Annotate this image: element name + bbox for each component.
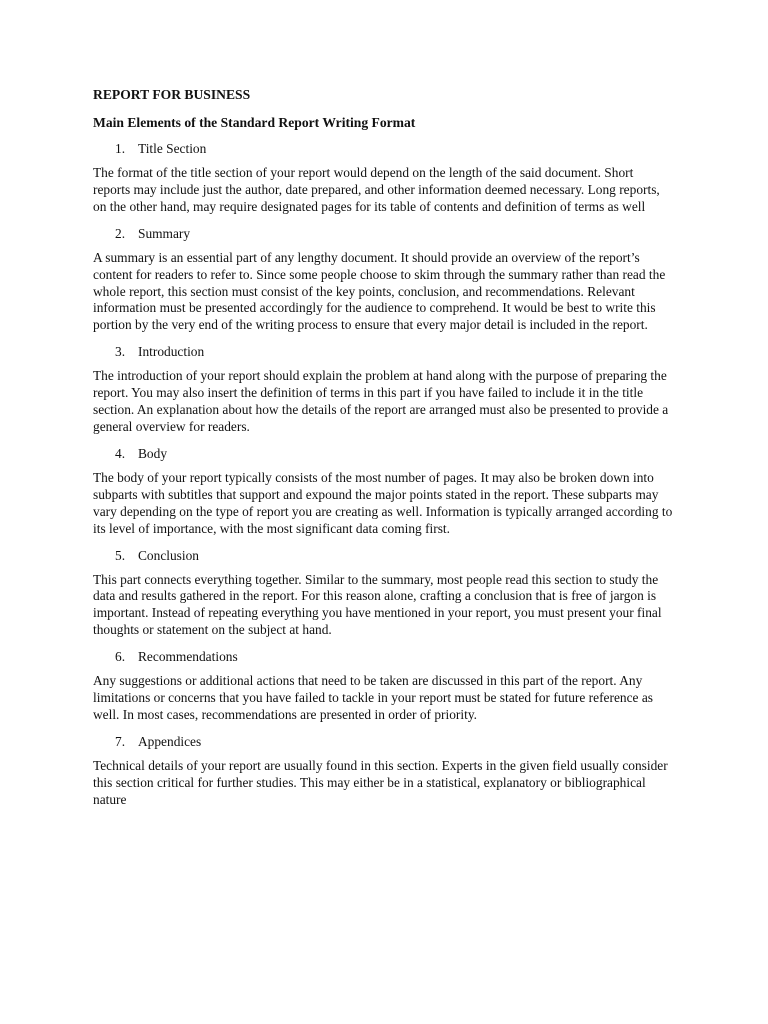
section-heading bbox=[93, 733, 673, 750]
section-heading-text: Introduction bbox=[138, 344, 205, 360]
section-introduction bbox=[93, 343, 673, 436]
section-heading-text: Appendices bbox=[138, 733, 202, 749]
section-number: 7. bbox=[115, 733, 126, 749]
section-number: 6. bbox=[115, 649, 126, 665]
section-heading bbox=[93, 343, 673, 360]
section-number: 3. bbox=[115, 344, 126, 360]
section-heading-text: Recommendations bbox=[138, 649, 238, 665]
section-body: Technical details of your report are usually found in this section. Experts in the given field usually consider this section critical for further studies. This may either be in a statistical, explanatory or bibliographical nature bbox=[93, 757, 668, 807]
section-recommendations bbox=[93, 648, 673, 724]
document-page bbox=[93, 86, 673, 818]
section-heading-text: Title Section bbox=[138, 141, 207, 156]
section-body: A summary is an essential part of any lengthy document. It should provide an overview of the report’s content for readers to refer to. Since some people choose to skim through the summary rather than read the whole report, this section must consist of the key points, conclusion, and recommendations. Relevant information must be presented accordingly for the audience to comprehend. It would be best to write this portion by the very end of the writing process to ensure that every major detail is included in the report. bbox=[93, 249, 666, 333]
section-body: This part connects everything together. Similar to the summary, most people read this section to study the data and results gathered in the report. For this reason alone, crafting a conclusion that is free of jargon is important. Instead of repeating everything you have mentioned in your report, you must present your final thoughts or statement on the subject at hand. bbox=[93, 571, 662, 638]
section-heading bbox=[93, 140, 673, 157]
section-number: 2. bbox=[115, 225, 126, 241]
document-title: REPORT FOR BUSINESS bbox=[93, 87, 251, 102]
section-heading bbox=[93, 648, 673, 665]
section-heading bbox=[93, 225, 673, 242]
section-summary bbox=[93, 225, 673, 335]
section-conclusion bbox=[93, 547, 673, 640]
section-body-section bbox=[93, 445, 673, 538]
section-number: 5. bbox=[115, 547, 126, 563]
section-heading-text: Body bbox=[138, 445, 168, 461]
section-appendices bbox=[93, 733, 673, 809]
section-title-section bbox=[93, 140, 673, 216]
section-number: 4. bbox=[115, 445, 126, 461]
section-number: 1. bbox=[115, 141, 126, 156]
section-heading bbox=[93, 445, 673, 462]
section-body: The introduction of your report should explain the problem at hand along with the purpose of preparing the report. You may also insert the definition of terms in this part if you have failed to include it in the title section. An explanation about how the details of the report are arranged must also be presented to provide a general overview for readers. bbox=[93, 368, 669, 434]
section-body: Any suggestions or additional actions that need to be taken are discussed in this part of the report. Any limitations or concerns that you have failed to tackle in your report must be stated for future reference as well. In most cases, recommendations are presented in order of priority. bbox=[93, 673, 653, 722]
document-subtitle: Main Elements of the Standard Report Writing Format bbox=[93, 115, 416, 130]
section-heading-text: Summary bbox=[138, 225, 191, 241]
section-heading bbox=[93, 547, 673, 564]
section-body: The format of the title section of your report would depend on the length of the said document. Short reports may include just the author, date prepared, and other information deemed necessary. Long reports, on the other hand, may require designated pages for its table of contents and definition of terms as well bbox=[93, 165, 660, 214]
section-heading-text: Conclusion bbox=[138, 547, 200, 563]
section-body: The body of your report typically consists of the most number of pages. It may also be broken down into subparts with subtitles that support and expound the major points stated in the report. These subparts may vary depending on the type of report you are creating as well. Information is typically arranged according to its level of importance, with the most significant data coming first. bbox=[93, 469, 673, 536]
